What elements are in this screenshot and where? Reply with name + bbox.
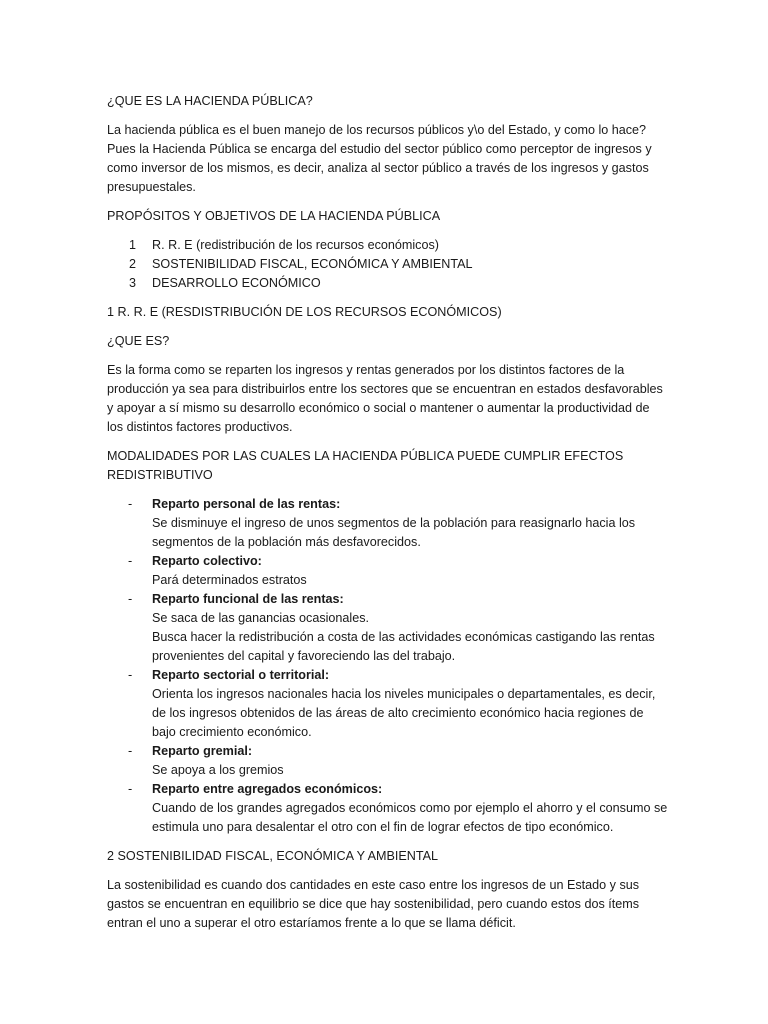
list-number: 3 <box>129 276 137 290</box>
list-item-text: DESARROLLO ECONÓMICO <box>152 276 321 290</box>
objectives-list <box>107 236 668 293</box>
list-item <box>107 666 668 742</box>
list-item <box>107 495 668 552</box>
heading-que-es: ¿QUE ES? <box>107 334 170 348</box>
heading-hacienda: ¿QUE ES LA HACIENDA PÚBLICA? <box>107 94 313 108</box>
modality-term: Reparto gremial: <box>152 744 253 758</box>
list-item <box>107 236 668 255</box>
bullet-dash: - <box>128 497 133 511</box>
list-item-text: SOSTENIBILIDAD FISCAL, ECONÓMICA Y AMBIENTAL <box>152 257 473 271</box>
bullet-dash: - <box>128 668 133 682</box>
list-number: 2 <box>129 257 137 271</box>
list-number: 1 <box>129 238 137 252</box>
list-item <box>107 590 668 666</box>
modality-description: Pará determinados estratos <box>152 573 307 587</box>
list-item <box>107 780 668 837</box>
modality-term: Reparto funcional de las rentas: <box>152 592 344 606</box>
modality-term: Reparto personal de las rentas: <box>152 497 341 511</box>
modality-description: Se saca de las ganancias ocasionales. <box>152 611 370 625</box>
modality-term: Reparto entre agregados económicos: <box>152 782 383 796</box>
modality-description: Se apoya a los gremios <box>152 763 284 777</box>
paragraph-rre-definition: Es la forma como se reparten los ingresos y rentas generados por los distintos factores de la producción ya sea para distribuirlos entre los sectores que se encuentran en estados desfavorables y apoyar a sí mismo su desarrollo económico o social o mantener o aumentar la productividad de los distintos factores productivos. <box>107 363 663 434</box>
modality-term: Reparto colectivo: <box>152 554 262 568</box>
modality-description: Orienta los ingresos nacionales hacia los niveles municipales o departamentales, es decir, de los ingresos obtenidos de las áreas de alto crecimiento económico hacia regiones de bajo crecimiento económico. <box>152 687 656 739</box>
modality-description-extra: Busca hacer la redistribución a costa de las actividades económicas castigando las rentas provenientes del capital y favoreciendo las del trabajo. <box>152 630 655 663</box>
list-item-text: R. R. E (redistribución de los recursos económicos) <box>152 238 439 252</box>
modality-description: Se disminuye el ingreso de unos segmentos de la población para reasignarlo hacia los segmentos de la población más desfavorecidos. <box>152 516 636 549</box>
modalities-list <box>107 495 668 837</box>
bullet-dash: - <box>128 554 133 568</box>
heading-modalidades: MODALIDADES POR LAS CUALES LA HACIENDA PÚBLICA PUEDE CUMPLIR EFECTOS REDISTRIBUTIVO <box>107 449 624 482</box>
modality-description: Cuando de los grandes agregados económicos como por ejemplo el ahorro y el consumo se estimula uno para desalentar el otro con el fin de lograr efectos de tipo económico. <box>152 801 668 834</box>
paragraph-sostenibilidad: La sostenibilidad es cuando dos cantidades en este caso entre los ingresos de un Estado y sus gastos se encuentran en equilibrio se dice que hay sostenibilidad, pero cuando estos dos ítems entran el uno a superar el otro estaríamos frente a lo que se llama déficit. <box>107 878 640 930</box>
heading-propositos: PROPÓSITOS Y OBJETIVOS DE LA HACIENDA PÚBLICA <box>107 209 441 223</box>
list-item <box>107 255 668 274</box>
bullet-dash: - <box>128 592 133 606</box>
heading-rre: 1 R. R. E (RESDISTRIBUCIÓN DE LOS RECURSOS ECONÓMICOS) <box>107 305 502 319</box>
list-item <box>107 552 668 590</box>
modality-term: Reparto sectorial o territorial: <box>152 668 330 682</box>
heading-sostenibilidad: 2 SOSTENIBILIDAD FISCAL, ECONÓMICA Y AMBIENTAL <box>107 849 439 863</box>
paragraph-definition: La hacienda pública es el buen manejo de los recursos públicos y\o del Estado, y como lo hace? Pues la Hacienda Pública se encarga del estudio del sector público como perceptor de ingresos y como inversor de los mismos, es decir, analiza al sector público a través de los ingresos y gastos presupuestales. <box>107 123 652 194</box>
list-item <box>107 742 668 780</box>
bullet-dash: - <box>128 744 133 758</box>
list-item <box>107 274 668 293</box>
bullet-dash: - <box>128 782 133 796</box>
